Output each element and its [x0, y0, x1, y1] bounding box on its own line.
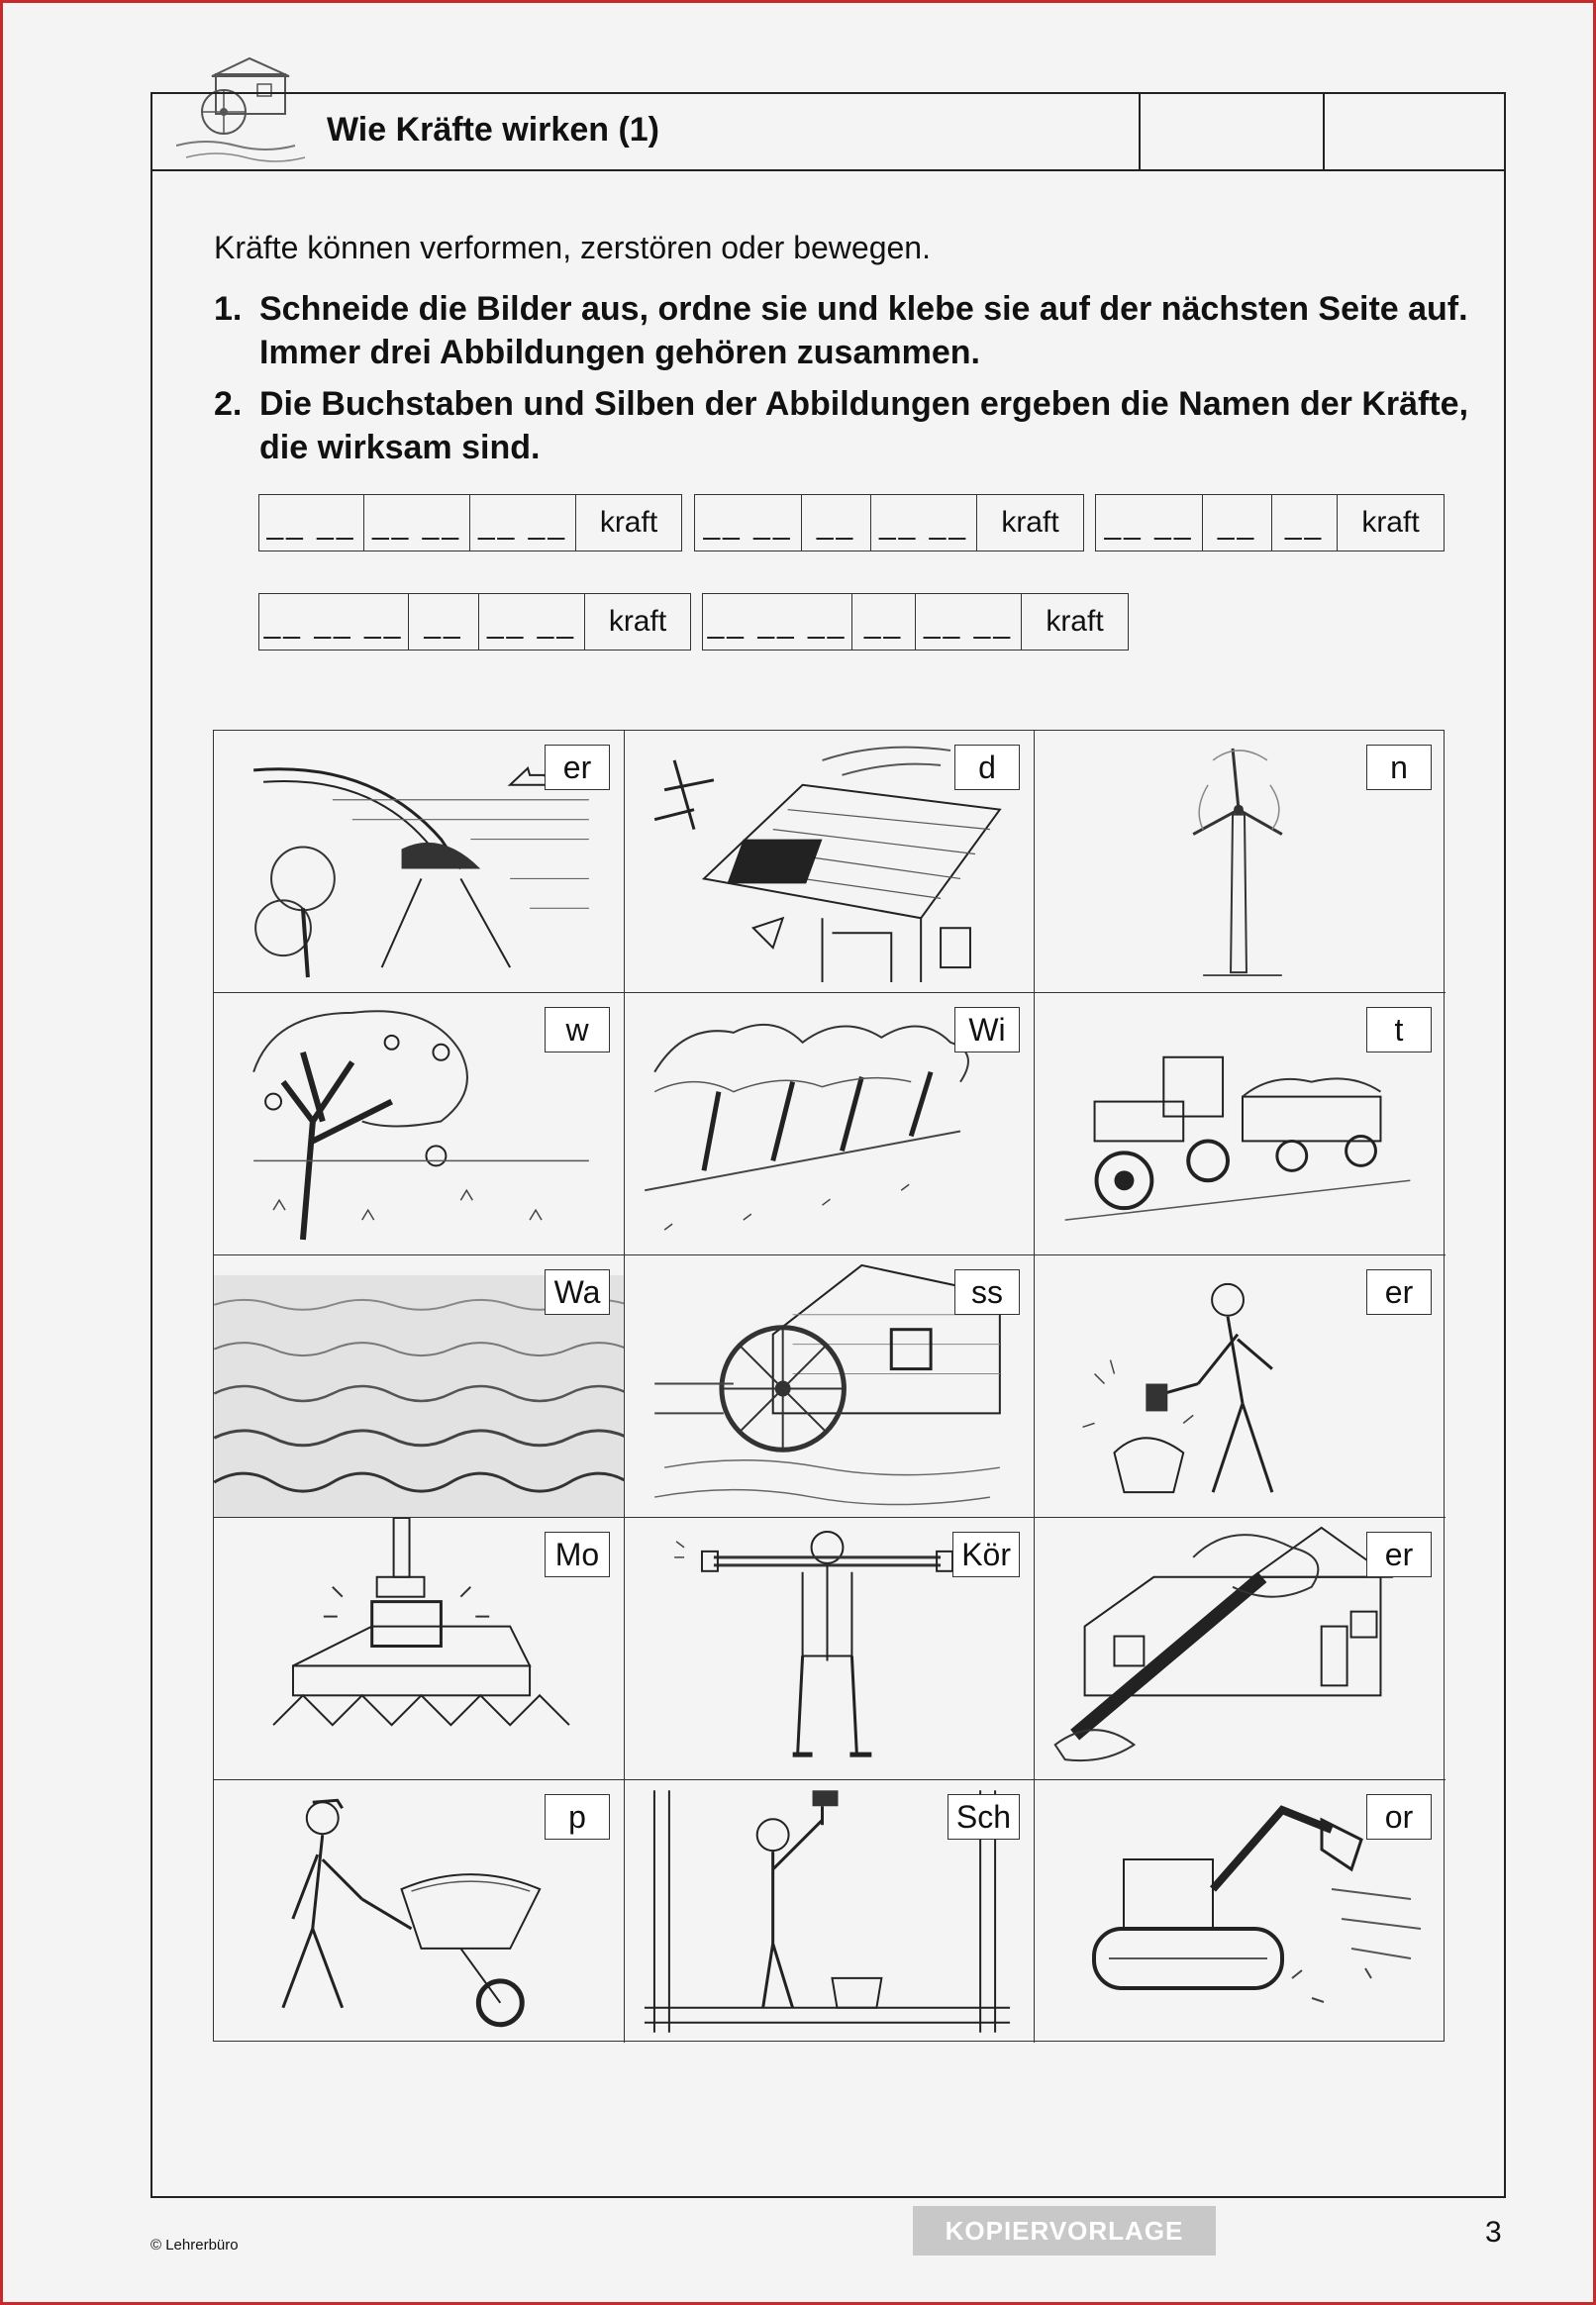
syllable-label: ss: [954, 1269, 1020, 1315]
picture-card[interactable]: [1035, 731, 1446, 993]
task-number: 1.: [214, 290, 243, 328]
blank-field: __ __: [470, 495, 576, 551]
blank-field: __ __: [259, 495, 364, 551]
syllable-label: Kör: [952, 1532, 1020, 1577]
answer-word-box: [694, 494, 1084, 551]
blank-field: __: [1203, 495, 1272, 551]
blank-field: __ __: [479, 594, 585, 650]
blank-field: __: [852, 594, 916, 650]
page-number: 3: [1485, 2216, 1502, 2249]
answer-word-box: [258, 494, 682, 551]
syllable-label: Wi: [954, 1007, 1020, 1052]
blank-field: __: [409, 594, 479, 650]
picture-card[interactable]: [625, 993, 1035, 1255]
picture-card[interactable]: [1035, 1255, 1446, 1518]
intro-text: Kräfte können verformen, zerstören oder bewegen.: [214, 230, 931, 265]
suffix-label: kraft: [1001, 506, 1059, 539]
picture-card[interactable]: [214, 1518, 625, 1780]
blank-field: __ __: [364, 495, 470, 551]
task-number: 2.: [214, 385, 243, 423]
suffix-label: kraft: [1046, 605, 1104, 638]
syllable-label: er: [1366, 1532, 1432, 1577]
syllable-label: or: [1366, 1794, 1432, 1840]
header-box: [1139, 92, 1323, 171]
suffix-label: kraft: [1361, 506, 1420, 539]
syllable-label: t: [1366, 1007, 1432, 1052]
picture-card[interactable]: [625, 1255, 1035, 1518]
blank-field: __ __: [871, 495, 977, 551]
syllable-label: Wa: [545, 1269, 610, 1315]
picture-card[interactable]: [214, 1780, 625, 2043]
blank-field: __: [802, 495, 871, 551]
answer-word-box: [1095, 494, 1445, 551]
blank-field: __ __ __: [259, 594, 409, 650]
syllable-label: Sch: [948, 1794, 1020, 1840]
picture-card[interactable]: [625, 1780, 1035, 2043]
copyright-text: © Lehrerbüro: [150, 2237, 239, 2254]
blank-field: __: [1272, 495, 1338, 551]
task-text: Schneide die Bilder aus, ordne sie und klebe sie auf der nächsten Seite auf. Immer drei Abbildungen gehören zusammen.: [259, 290, 1468, 371]
syllable-label: w: [545, 1007, 610, 1052]
picture-card[interactable]: [214, 1255, 625, 1518]
picture-card[interactable]: [1035, 1518, 1446, 1780]
page-title: Wie Kräfte wirken (1): [327, 111, 659, 149]
picture-card[interactable]: [214, 731, 625, 993]
syllable-label: Mo: [545, 1532, 610, 1577]
syllable-label: d: [954, 745, 1020, 790]
picture-card[interactable]: [214, 993, 625, 1255]
syllable-label: n: [1366, 745, 1432, 790]
syllable-label: er: [1366, 1269, 1432, 1315]
syllable-label: er: [545, 745, 610, 790]
suffix-label: kraft: [608, 605, 667, 638]
answer-word-box: [258, 593, 691, 651]
picture-card[interactable]: [625, 1518, 1035, 1780]
blank-field: __ __ __: [703, 594, 852, 650]
copy-template-badge: KOPIERVORLAGE: [913, 2206, 1216, 2255]
syllable-label: p: [545, 1794, 610, 1840]
suffix-label: kraft: [599, 506, 658, 539]
picture-card-grid: [213, 730, 1445, 2042]
picture-card[interactable]: [1035, 993, 1446, 1255]
picture-card[interactable]: [1035, 1780, 1446, 2043]
answer-word-box: [702, 593, 1129, 651]
blank-field: __ __: [1096, 495, 1203, 551]
blank-field: __ __: [916, 594, 1022, 650]
picture-card[interactable]: [625, 731, 1035, 993]
blank-field: __ __: [695, 495, 802, 551]
header-box: [1323, 92, 1506, 171]
task-text: Die Buchstaben und Silben der Abbildungen ergeben die Namen der Kräfte, die wirksam sind.: [259, 385, 1469, 466]
